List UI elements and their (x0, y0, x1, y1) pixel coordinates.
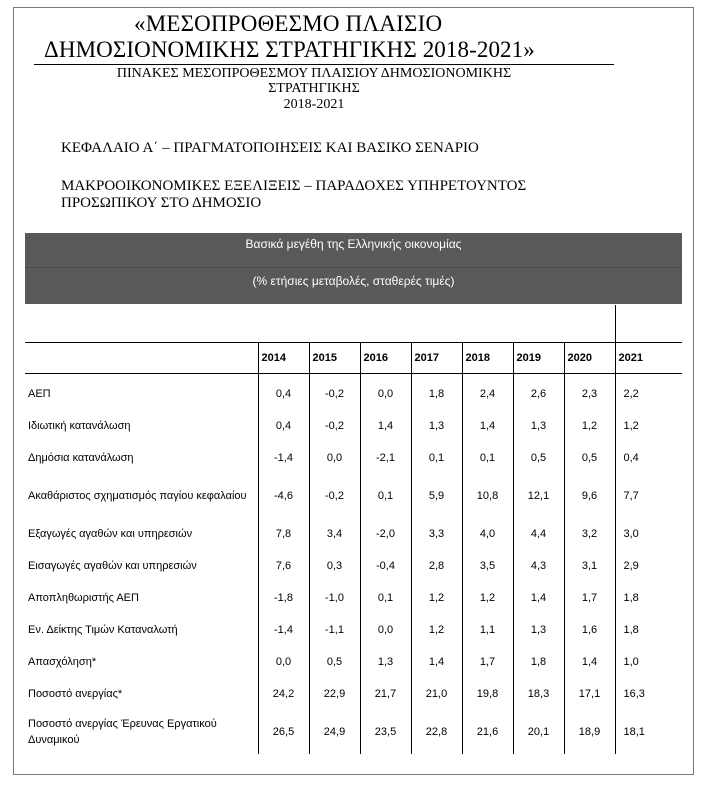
row-value-2018: 1,2 (462, 582, 513, 614)
row-value-2018: 4,0 (462, 518, 513, 550)
row-value-2019: 1,8 (513, 646, 564, 678)
row-value-2016: -0,4 (360, 550, 411, 582)
row-label: ΑΕΠ (28, 388, 51, 400)
row-value-2016: 0,0 (360, 614, 411, 646)
subtitle-line-1: ΠΙΝΑΚΕΣ ΜΕΣΟΠΡΟΘΕΣΜΟΥ ΠΛΑΙΣΙΟΥ ΔΗΜΟΣΙΟΝΟΜΙΚΗΣ (116, 66, 512, 81)
row-value-2014: 0,0 (258, 646, 309, 678)
row-value-2020: 1,4 (564, 646, 615, 678)
row-value-2016: 0,1 (360, 582, 411, 614)
table-row (25, 550, 682, 582)
row-value-2020: 1,7 (564, 582, 615, 614)
row-value-2021: 18,1 (615, 710, 682, 754)
row-value-2021: 3,0 (615, 518, 682, 550)
row-value-2014: 7,6 (258, 550, 309, 582)
row-value-2017: 1,8 (411, 378, 462, 410)
row-value-2021: 7,7 (615, 474, 682, 518)
table-row (25, 378, 682, 410)
row-value-2017: 1,4 (411, 646, 462, 678)
row-value-2018: 19,8 (462, 678, 513, 710)
section-heading-line-2: ΠΡΟΣΩΠΙΚΟΥ ΣΤΟ ΔΗΜΟΣΙΟ (61, 195, 262, 211)
row-value-2017: 1,3 (411, 410, 462, 442)
header-year: 2017 (411, 343, 462, 374)
row-value-2017: 1,2 (411, 614, 462, 646)
row-value-2016: -2,1 (360, 442, 411, 474)
header-year: 2014 (258, 343, 309, 374)
row-value-2018: 21,6 (462, 710, 513, 754)
row-value-2020: 3,2 (564, 518, 615, 550)
table-header-row (25, 343, 682, 374)
row-value-2016: 0,0 (360, 378, 411, 410)
row-value-2021: 0,4 (615, 442, 682, 474)
table-row (25, 614, 682, 646)
row-value-2017: 21,0 (411, 678, 462, 710)
row-value-2019: 4,3 (513, 550, 564, 582)
row-value-2015: -1,1 (309, 614, 360, 646)
row-value-2017: 0,1 (411, 442, 462, 474)
row-value-2019: 1,3 (513, 614, 564, 646)
row-value-2015: 0,5 (309, 646, 360, 678)
chapter-heading: ΚΕΦΑΛΑΙΟ Α΄ – ΠΡΑΓΜΑΤΟΠΟΙΗΣΕΙΣ ΚΑΙ ΒΑΣΙΚΟ ΣΕΝΑΡΙΟ (61, 140, 479, 156)
row-value-2015: -0,2 (309, 410, 360, 442)
row-value-2017: 1,2 (411, 582, 462, 614)
row-value-2018: 0,1 (462, 442, 513, 474)
row-label: Ιδιωτική κατανάλωση (28, 420, 131, 432)
row-value-2015: 0,0 (309, 442, 360, 474)
subtitle-line-2: ΣΤΡΑΤΗΓΙΚΗΣ (268, 81, 360, 96)
row-value-2016: 1,3 (360, 646, 411, 678)
row-value-2015: 0,3 (309, 550, 360, 582)
economy-table (25, 305, 682, 754)
row-label: Απασχόληση* (28, 656, 97, 668)
table-row (25, 678, 682, 710)
row-value-2021: 16,3 (615, 678, 682, 710)
row-value-2014: -4,6 (258, 474, 309, 518)
row-value-2019: 20,1 (513, 710, 564, 754)
row-value-2020: 9,6 (564, 474, 615, 518)
row-value-2015: 24,9 (309, 710, 360, 754)
row-value-2018: 1,7 (462, 646, 513, 678)
row-value-2020: 1,2 (564, 410, 615, 442)
row-value-2018: 1,1 (462, 614, 513, 646)
table-row (25, 582, 682, 614)
header-year: 2019 (513, 343, 564, 374)
row-value-2014: -1,4 (258, 442, 309, 474)
row-value-2019: 12,1 (513, 474, 564, 518)
row-value-2016: 23,5 (360, 710, 411, 754)
row-value-2021: 2,2 (615, 378, 682, 410)
row-value-2014: 0,4 (258, 410, 309, 442)
row-value-2015: 3,4 (309, 518, 360, 550)
row-label: Αποπληθωριστής ΑΕΠ (28, 592, 139, 604)
row-value-2017: 5,9 (411, 474, 462, 518)
row-value-2015: -0,2 (309, 378, 360, 410)
main-title-line-2: ΔΗΜΟΣΙΟΝΟΜΙΚΗΣ ΣΤΡΑΤΗΓΙΚΗΣ 2018-2021» (44, 37, 535, 62)
header-year: 2021 (615, 343, 682, 374)
row-value-2016: 1,4 (360, 410, 411, 442)
row-label: Ακαθάριστος σχηματισμός παγίου κεφαλαίου (28, 490, 247, 502)
row-value-2021: 2,9 (615, 550, 682, 582)
subtitle-line-3: 2018-2021 (283, 97, 345, 112)
row-value-2016: 21,7 (360, 678, 411, 710)
row-value-2016: 0,1 (360, 474, 411, 518)
table-spacer-row (25, 305, 682, 343)
row-value-2017: 22,8 (411, 710, 462, 754)
row-value-2017: 2,8 (411, 550, 462, 582)
row-value-2020: 1,6 (564, 614, 615, 646)
document-page (13, 7, 694, 775)
row-value-2021: 1,8 (615, 582, 682, 614)
header-year: 2015 (309, 343, 360, 374)
row-value-2019: 2,6 (513, 378, 564, 410)
row-value-2014: -1,4 (258, 614, 309, 646)
row-label: Εν. Δείκτης Τιμών Καταναλωτή (28, 624, 178, 636)
row-value-2020: 2,3 (564, 378, 615, 410)
section-heading-line-1: ΜΑΚΡΟΟΙΚΟΝΟΜΙΚΕΣ ΕΞΕΛΙΞΕΙΣ – ΠΑΡΑΔΟΧΕΣ ΥΠΗΡΕΤΟΥΝΤΟΣ (61, 178, 527, 194)
row-value-2020: 3,1 (564, 550, 615, 582)
table-row (25, 518, 682, 550)
header-label-cell (25, 343, 258, 374)
row-label: Δημόσια κατανάλωση (28, 452, 134, 464)
row-label: Ποσοστό ανεργίας* (28, 688, 123, 700)
table-row (25, 710, 682, 754)
row-value-2020: 0,5 (564, 442, 615, 474)
row-value-2015: 22,9 (309, 678, 360, 710)
row-label: Ποσοστό ανεργίας Έρευνας Εργατικού Δυναμικού (28, 718, 217, 746)
row-value-2014: 26,5 (258, 710, 309, 754)
table-row (25, 474, 682, 518)
row-value-2018: 10,8 (462, 474, 513, 518)
row-value-2018: 3,5 (462, 550, 513, 582)
row-value-2019: 4,4 (513, 518, 564, 550)
header-year: 2016 (360, 343, 411, 374)
table-row (25, 646, 682, 678)
table-subtitle-band: (% ετήσιες μεταβολές, σταθερές τιμές) (25, 267, 682, 304)
row-label: Εισαγωγές αγαθών και υπηρεσιών (28, 560, 197, 572)
row-value-2019: 1,3 (513, 410, 564, 442)
row-value-2020: 17,1 (564, 678, 615, 710)
header-year: 2018 (462, 343, 513, 374)
row-label: Εξαγωγές αγαθών και υπηρεσιών (28, 528, 193, 540)
table-row (25, 442, 682, 474)
row-value-2014: 0,4 (258, 378, 309, 410)
row-value-2021: 1,0 (615, 646, 682, 678)
row-value-2018: 2,4 (462, 378, 513, 410)
row-value-2015: -0,2 (309, 474, 360, 518)
title-underline (34, 64, 614, 65)
row-value-2020: 18,9 (564, 710, 615, 754)
row-value-2018: 1,4 (462, 410, 513, 442)
row-value-2019: 0,5 (513, 442, 564, 474)
row-value-2014: 24,2 (258, 678, 309, 710)
main-title-line-1: «ΜΕΣΟΠΡΟΘΕΣΜΟ ΠΛΑΙΣΙΟ (134, 11, 443, 36)
row-value-2016: -2,0 (360, 518, 411, 550)
row-value-2021: 1,2 (615, 410, 682, 442)
row-value-2014: -1,8 (258, 582, 309, 614)
header-year: 2020 (564, 343, 615, 374)
row-value-2019: 1,4 (513, 582, 564, 614)
row-value-2015: -1,0 (309, 582, 360, 614)
row-value-2021: 1,8 (615, 614, 682, 646)
table-title-band: Βασικά μεγέθη της Ελληνικής οικονομίας (25, 233, 682, 267)
row-value-2019: 18,3 (513, 678, 564, 710)
row-value-2014: 7,8 (258, 518, 309, 550)
row-value-2017: 3,3 (411, 518, 462, 550)
table-row (25, 410, 682, 442)
